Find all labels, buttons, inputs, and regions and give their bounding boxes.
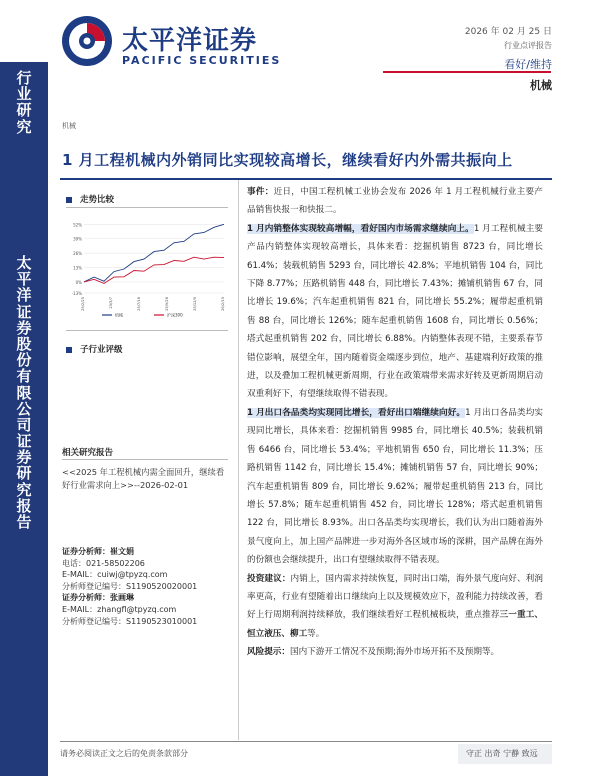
sidebar-top-label: 行 业 研 究 — [16, 69, 32, 136]
advice-paragraph — [247, 570, 543, 644]
export-highlight: 1 月出口各品类均实现同比增长，看好出口端继续向好。 — [247, 407, 466, 418]
advice-label: 投资建议： — [247, 573, 291, 584]
report-date: 2026 年 02 月 25 日 — [464, 27, 552, 37]
analyst-label: 证券分析师： — [62, 547, 110, 556]
event-text: 近日，中国工程机械工业协会发布 2026 年 1 月工程机械行业主要产品销售快报一和快报二。 — [247, 187, 543, 216]
analyst-reg: 分析师登记编号：S1190523010001 — [62, 616, 198, 626]
analyst-reg: 分析师登记编号：S1190520020001 — [62, 581, 198, 591]
related-report-link[interactable]: <<2025 年工程机械内需全面回升，继续看好行业需求向上>>--2026-02-01 — [62, 467, 225, 490]
rating-label: 看好/维持 — [504, 58, 552, 71]
footer-disclaimer: 请务必阅读正文之后的免责条款部分 — [60, 749, 188, 758]
x-tick-label: 25/7/18 — [137, 297, 141, 311]
sidebar-bar — [0, 62, 48, 776]
legend-label: 沪深300 — [167, 312, 183, 318]
logo-icon — [60, 14, 114, 68]
legend-label: 机械 — [115, 312, 123, 318]
event-label: 事件： — [247, 187, 274, 197]
risk-paragraph — [247, 643, 543, 661]
analyst-name: 张画琳 — [110, 593, 134, 603]
bullet-square-icon — [66, 197, 72, 203]
divider — [62, 459, 228, 460]
trend-heading — [66, 193, 114, 205]
risk-text: 国内下游开工情况不及预期;海外市场开拓不及预期等。 — [289, 647, 500, 658]
analyst-email[interactable]: E-MAIL：zhangfl@tpyzq.com — [62, 604, 177, 614]
y-tick-label: 26% — [73, 251, 82, 257]
subindustry-heading — [66, 343, 123, 355]
header-red-rule — [383, 71, 551, 73]
series-line-沪深300 — [84, 257, 224, 283]
sector-label: 机械 — [530, 79, 552, 92]
report-type: 行业点评报告 — [504, 41, 552, 50]
trend-heading-text: 走势比较 — [80, 195, 115, 205]
y-tick-label: 52% — [73, 222, 82, 228]
column-divider — [238, 180, 239, 740]
footer-rule — [60, 741, 552, 742]
analyst-name: 崔文娟 — [110, 547, 134, 556]
analyst-label: 证券分析师： — [62, 593, 110, 603]
export-paragraph — [247, 404, 543, 570]
export-text: 1 月出口各品类均实现同比增长，具体来看：挖掘机销售 9985 台，同比增长 40.5%；装载机销售 6466 台，同比增长 53.4%；平地机销售 650 台，同比增长 11.3%；压路机销售 1142 台，同比增长 15.4%；摊铺机销售 57 台，同比增长 90%；汽车起重机销售 809 台，同比增长 9.62%；履带起重机销售 213 台，同比增长 57.8%；随车起重机销售 452 台，同比增长 128%；塔式起重机销售 122 台，同比增长 8.93%。出口各品类均实现增长，我们认为出口随着海外景气度向上，加上国产品牌进一步对海外各区域市场的深耕，国产品牌在海外的份额也会继续提升，出口有望继续取得不错表现。 — [247, 407, 543, 566]
analyst-phone: 电话：021-58502206 — [62, 558, 145, 568]
divider — [66, 330, 228, 331]
related-heading: 相关研究报告 — [62, 448, 114, 458]
domestic-paragraph — [247, 220, 543, 404]
breadcrumb: 机械 — [62, 122, 76, 130]
advice-end: 等。 — [307, 628, 325, 639]
event-paragraph — [247, 183, 543, 220]
x-tick-label: 25/9/28 — [165, 297, 169, 311]
logo-en-text: PACIFIC SECURITIES — [122, 54, 282, 67]
y-tick-label: 39% — [73, 236, 82, 242]
x-tick-label: 26/2/19 — [221, 297, 225, 311]
title-rule — [60, 178, 552, 180]
x-tick-label: 25/2/25 — [81, 297, 85, 311]
analyst-block — [62, 546, 232, 627]
y-tick-label: 0% — [75, 279, 82, 285]
body-text — [247, 183, 543, 662]
footer-motto: 守正 出奇 宁静 致远 — [466, 749, 538, 758]
trend-chart — [66, 215, 228, 320]
bullet-square-icon — [66, 347, 72, 353]
sidebar-company-label: 太 平 洋 证 券 股 份 有 限 公 司 证 券 研 究 报 告 — [16, 254, 32, 531]
subindustry-heading-text: 子行业评级 — [80, 345, 123, 355]
analyst-email[interactable]: E-MAIL：cuiwj@tpyzq.com — [62, 570, 168, 580]
logo-cn-text: 太平洋证券 — [122, 26, 258, 56]
domestic-highlight: 1 月内销整体实现较高增幅，看好国内市场需求继续向上。 — [247, 223, 474, 234]
domestic-text: 1 月工程机械主要产品内销整体实现较高增长，具体来看：挖掘机销售 8723 台，同比增长 61.4%；装载机销售 5293 台，同比增长 42.8%；平地机销售 104 台，同比下降 8.77%；压路机销售 448 台，同比增长 7.43%；摊铺机销售 67 台，同比增长 19.6%；汽车起重机销售 821 台，同比增长 55.2%；履带起重机销售 88 台，同比增长 126%；随车起重机销售 1608 台，同比增长 0.56%；塔式起重机销售 202 台，同比增长 6.88%。内销整体表现不错，主要系春节错位影响，展望全年，国内随着资金端逐步到位，地产、基建端利好政策的推进，以及叠加工程机械更新周期，行业在政策端带来需求好转及更新周期启动双重利好下，有望继续取得不错表现。 — [247, 223, 543, 400]
divider — [66, 207, 228, 208]
x-tick-label: 25/12/9 — [193, 297, 197, 311]
y-tick-label: 13% — [73, 265, 82, 271]
x-tick-label: 25/5/7 — [109, 297, 113, 309]
advice-text: 内销上，国内需求持续恢复，同时出口端，海外景气度向好、利润率更高，行业有望随着出口继续向上以及规模效应下，盈利能力持续改善，看好上行周期利润持续释放，我们继续看好工程机械板块，重点推荐 — [247, 573, 543, 621]
advice-stocks: 三一重工、恒立液压、柳工 — [247, 610, 543, 639]
risk-label: 风险提示： — [247, 647, 290, 658]
page-title: 1 月工程机械内外销同比实现较高增长，继续看好内外需共振向上 — [62, 151, 513, 169]
y-tick-label: -13% — [71, 291, 82, 296]
